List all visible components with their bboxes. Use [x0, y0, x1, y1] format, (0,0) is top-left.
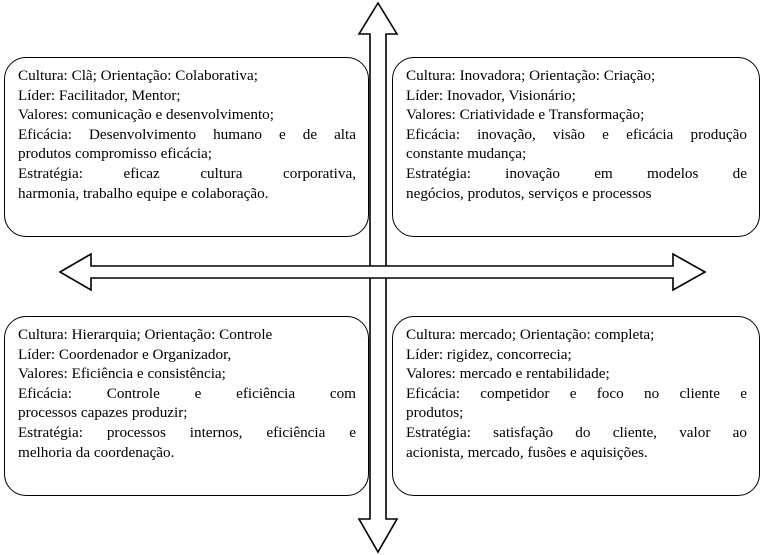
quadrant-line: melhoria da coordenação.: [18, 443, 175, 461]
quadrant-hierarchy-culture: [4, 316, 369, 496]
quadrant-line: Líder: rigidez, concorrecia;: [406, 345, 572, 363]
quadrant-line: Valores: mercado e rentabilidade;: [406, 365, 610, 383]
quadrant-line: Líder: Coordenador e Organizador,: [18, 345, 232, 363]
quadrant-line: Eficácia: competidor e foco no cliente e: [406, 384, 747, 402]
quadrant-market-culture: [392, 316, 760, 496]
quadrant-line: negócios, produtos, serviços e processos: [406, 184, 652, 202]
quadrant-line: Estratégia: inovação em modelos de: [406, 164, 747, 182]
quadrant-line: Líder: Facilitador, Mentor;: [18, 86, 181, 104]
quadrant-line: harmonia, trabalho equipe e colaboração.: [18, 184, 269, 202]
quadrant-line: produtos compromisso eficácia;: [18, 145, 213, 163]
quadrant-line: Eficácia: inovação, visão e eficácia produção: [406, 125, 747, 143]
quadrant-line: processos capazes produzir;: [18, 404, 188, 422]
quadrant-line: constante mudança;: [406, 145, 527, 163]
quadrant-line: Estratégia: satisfação do cliente, valor ao: [406, 423, 747, 441]
quadrant-innovative-culture: [392, 57, 760, 237]
quadrant-line: Valores: comunicação e desenvolvimento;: [18, 106, 274, 124]
quadrant-line: Eficácia: Desenvolvimento humano e de alta: [18, 125, 356, 143]
quadrant-line: Valores: Eficiência e consistência;: [18, 365, 226, 383]
quadrant-line: Valores: Criatividade e Transformação;: [406, 106, 645, 124]
quadrant-line: Cultura: Hierarquia; Orientação: Controle: [18, 326, 273, 343]
quadrant-line: Líder: Inovador, Visionário;: [406, 86, 576, 104]
quadrant-line: Cultura: Inovadora; Orientação: Criação;: [406, 67, 656, 84]
quadrant-line: Cultura: mercado; Orientação: completa;: [406, 326, 655, 343]
quadrant-line: Estratégia: eficaz cultura corporativa,: [18, 164, 356, 182]
quadrant-clan-culture: [4, 57, 369, 237]
quadrant-line: Eficácia: Controle e eficiência com: [18, 384, 356, 402]
quadrant-line: acionista, mercado, fusões e aquisições.: [406, 443, 648, 461]
quadrant-line: Cultura: Clã; Orientação: Colaborativa;: [18, 67, 258, 84]
quadrant-line: Estratégia: processos internos, eficiência e: [18, 423, 356, 441]
quadrant-line: produtos;: [406, 404, 464, 422]
